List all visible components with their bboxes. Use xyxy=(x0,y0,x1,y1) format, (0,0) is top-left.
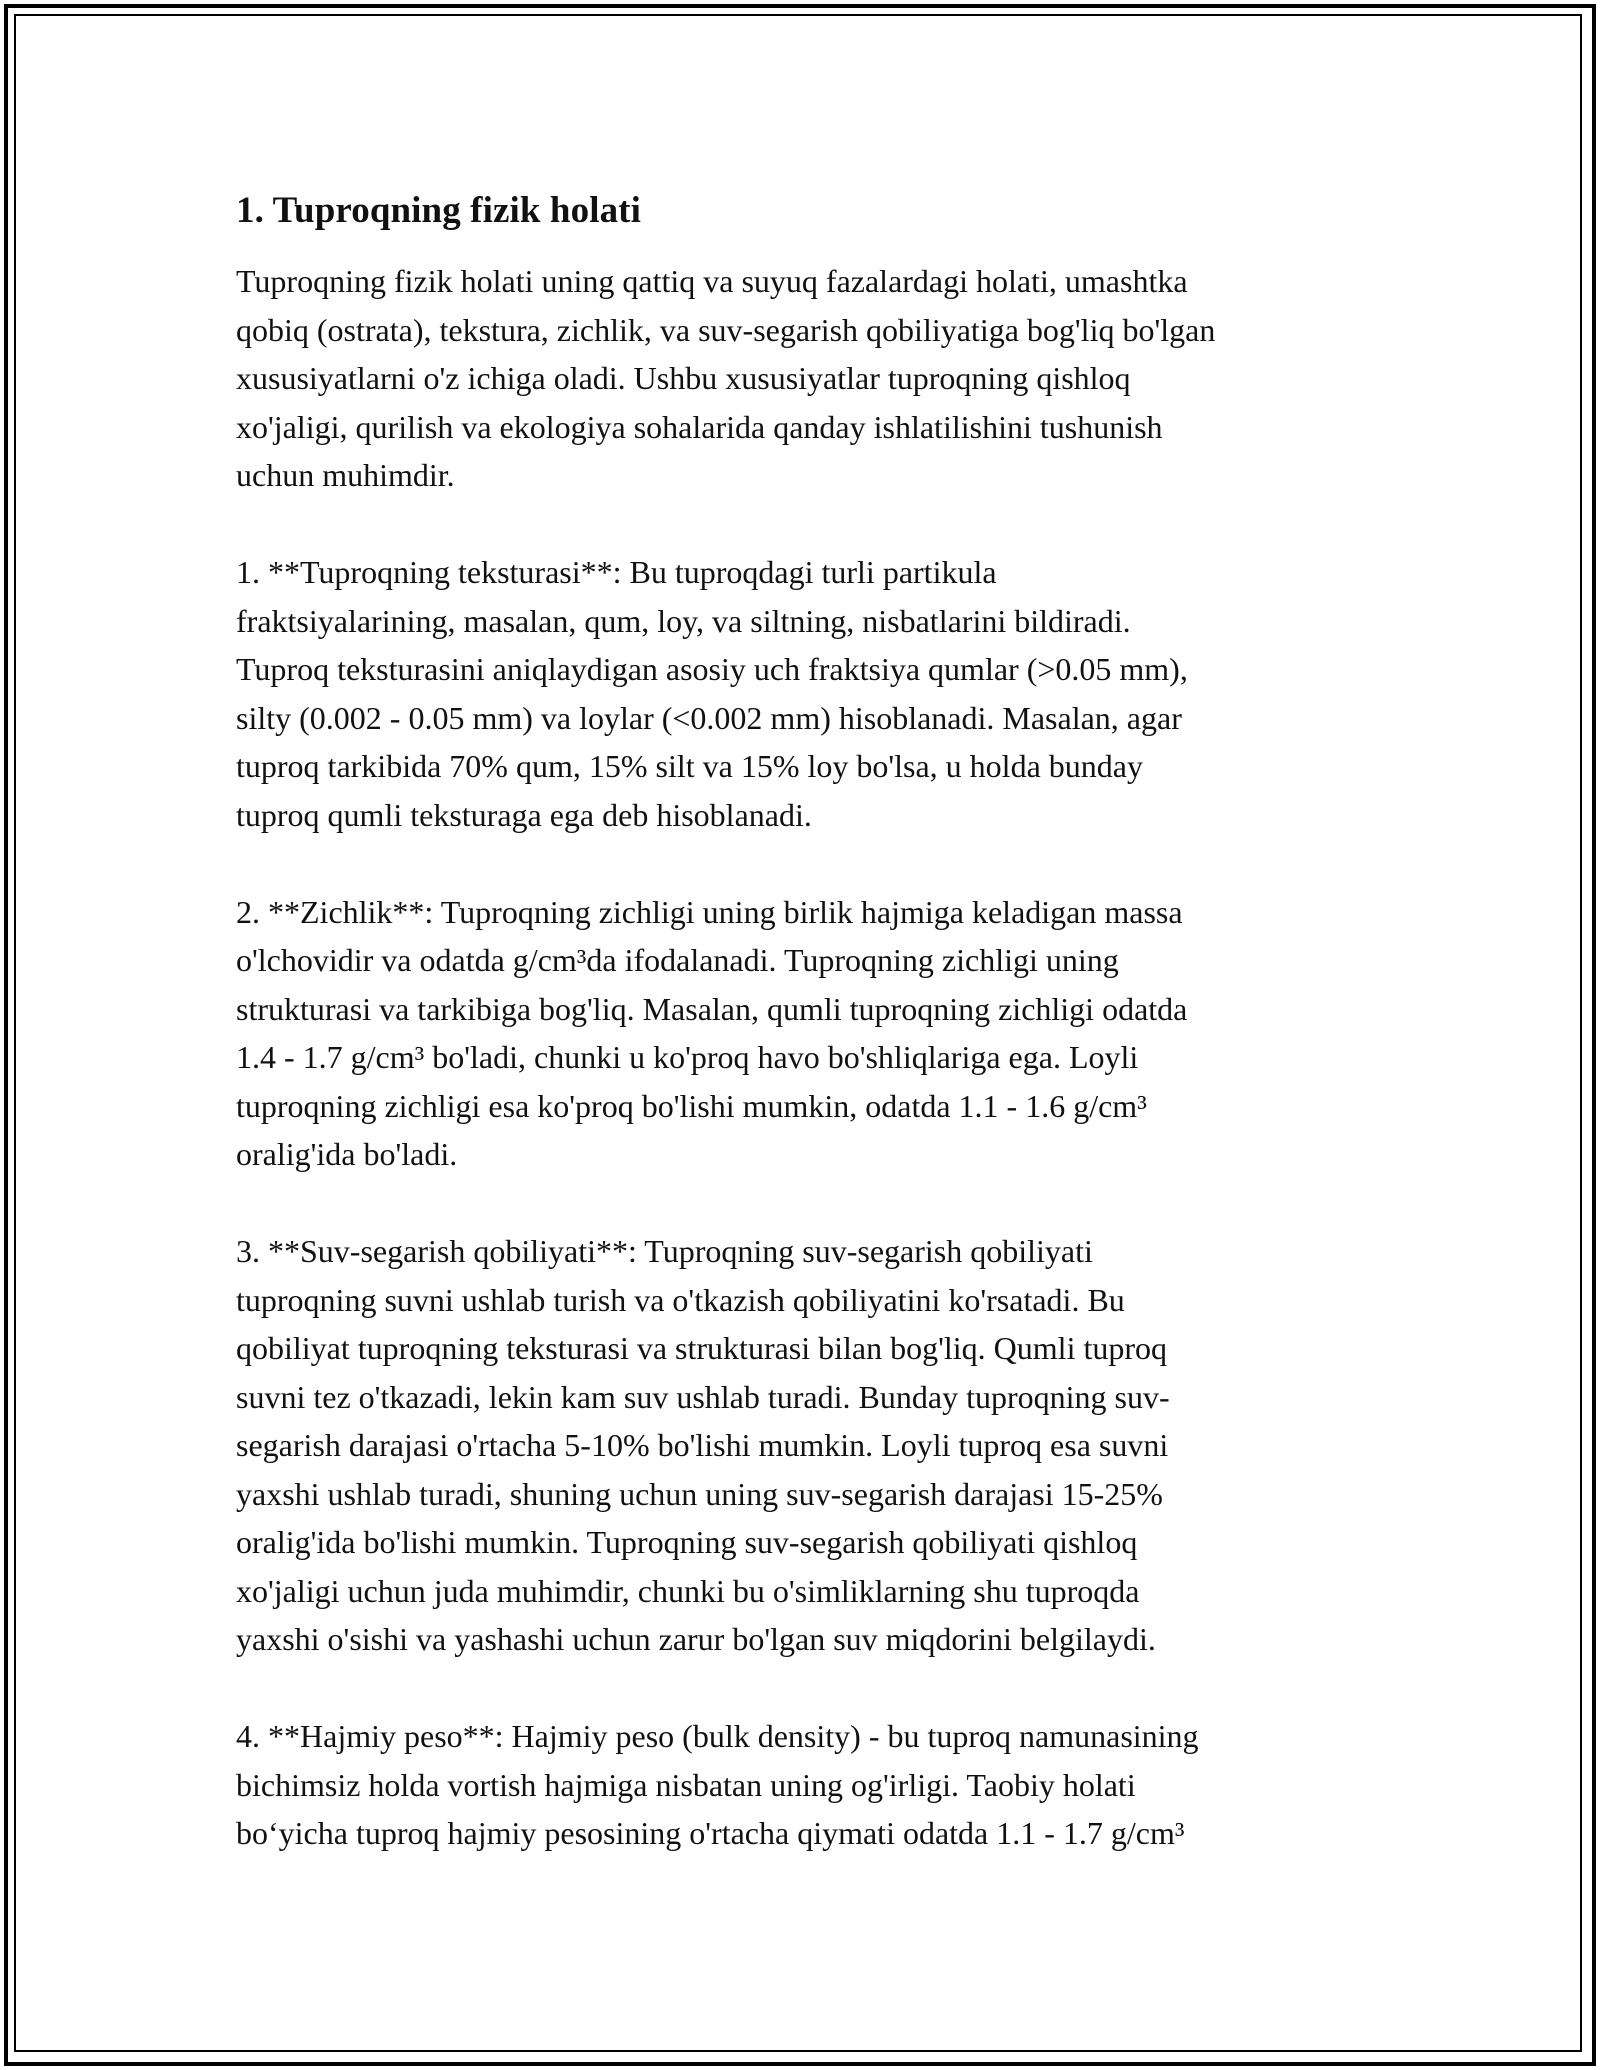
intro-paragraph: Tuproqning fizik holati uning qattiq va suyuq fazalardagi holati, umashtka qobiq (ostrata), tekstura, zichlik, va suv-segarish qobiliyatiga bog'liq bo'lgan xususiyatlarni o'z ichiga oladi. Ushbu xususiyatlar tuproqning qishloq xo'jaligi, qurilish va ekologiya sohalarida qanday ishlatilishini tushunish uchun muhimdir. xyxy=(236,263,1216,493)
document-body xyxy=(236,185,1386,1858)
texture-paragraph: 1. **Tuproqning teksturasi**: Bu tuproqdagi turli partikula fraktsiyalarining, masalan, qum, loy, va siltning, nisbatlarini bildiradi. Tuproq teksturasini aniqlaydigan asosiy uch fraktsiya qumlar (>0.05 mm), silty (0.002 - 0.05 mm) va loylar (<0.002 mm) hisoblanadi. Masalan, agar tuproq tarkibida 70% qum, 15% silt va 15% loy bo'lsa, u holda bunday tuproq qumli teksturaga ega deb hisoblanadi. xyxy=(236,554,1188,833)
section-heading: 1. Tuproqning fizik holati xyxy=(236,190,641,231)
water-capacity-paragraph: 3. **Suv-segarish qobiliyati**: Tuproqning suv-segarish qobiliyati tuproqning suvni ushlab turish va o'tkazish qobiliyatini ko'rsatadi. Bu qobiliyat tuproqning teksturasi va strukturasi bilan bog'liq. Qumli tuproq suvni tez o'tkazadi, lekin kam suv ushlab turadi. Bunday tuproqning suv- segarish darajasi o'rtacha 5-10% bo'lishi mumkin. Loyli tuproq esa suvni yaxshi ushlab turadi, shuning uchun uning suv-segarish darajasi 15-25% oralig'ida bo'lishi mumkin. Tuproqning suv-segarish qobiliyati qishloq xo'jaligi uchun juda muhimdir, chunki bu o'simliklarning shu tuproqda yaxshi o'sishi va yashashi uchun zarur bo'lgan suv miqdorini belgilaydi. xyxy=(236,1233,1170,1657)
bulk-density-paragraph: 4. **Hajmiy peso**: Hajmiy peso (bulk density) - bu tuproq namunasining bichimsiz holda vortish hajmiga nisbatan uning og'irligi. Taobiy holati bo‘yicha tuproq hajmiy pesosining o'rtacha qiymati odatda 1.1 - 1.7 g/cm³ xyxy=(236,1718,1199,1851)
density-paragraph: 2. **Zichlik**: Tuproqning zichligi uning birlik hajmiga keladigan massa o'lchovidir va odatda g/cm³da ifodalanadi. Tuproqning zichligi uning strukturasi va tarkibiga bog'liq. Masalan, qumli tuproqning zichligi odatda 1.4 - 1.7 g/cm³ bo'ladi, chunki u ko'proq havo bo'shliqlariga ega. Loyli tuproqning zichligi esa ko'proq bo'lishi mumkin, odatda 1.1 - 1.6 g/cm³ oralig'ida bo'ladi. xyxy=(236,893,1188,1172)
